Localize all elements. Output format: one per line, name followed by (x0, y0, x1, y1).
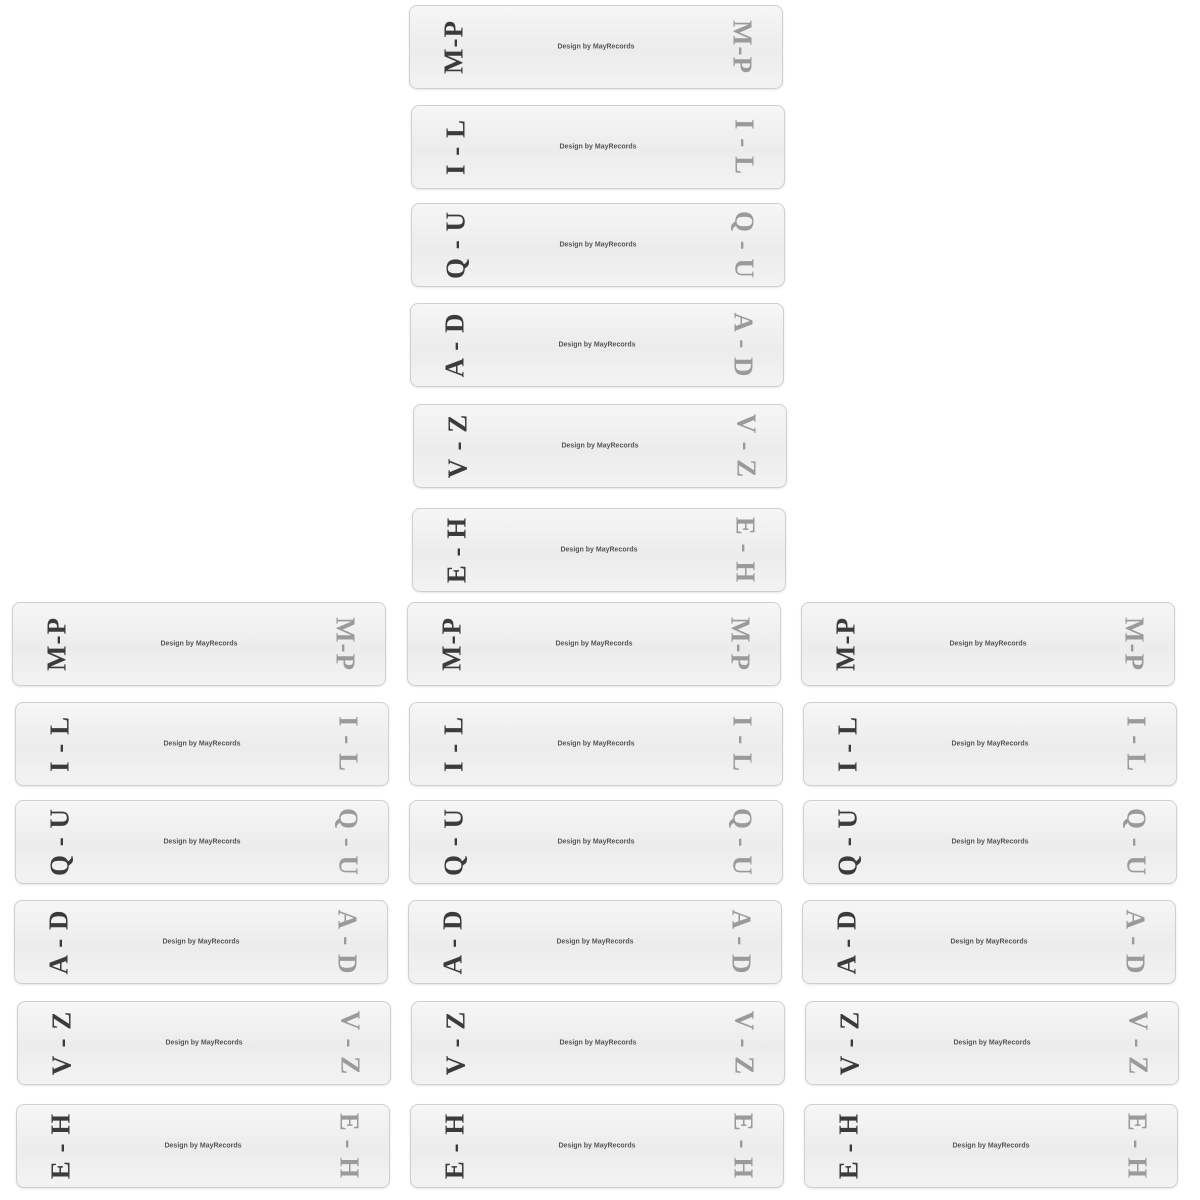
tab-label-mirrored: I - L (727, 715, 758, 773)
tab-card-q-u (411, 203, 785, 287)
tab-card-m-p (407, 602, 781, 686)
credit-text: Design by MayRecords (557, 43, 635, 51)
tab-label: V - Z (834, 1010, 865, 1076)
tab-label-mirrored: V - Z (731, 413, 762, 479)
tab-label: M-P (830, 617, 861, 671)
tab-label: E - H (441, 516, 472, 584)
tab-card-v-z (17, 1001, 391, 1085)
tab-card-m-p (801, 602, 1175, 686)
credit-text: Design by MayRecords (556, 938, 634, 946)
tab-card-e-h (412, 508, 786, 592)
tab-label-mirrored: M-P (727, 20, 758, 74)
tab-card-q-u (15, 800, 389, 884)
credit-text: Design by MayRecords (952, 1142, 1030, 1150)
credit-text: Design by MayRecords (555, 640, 633, 648)
tab-label: A - D (437, 909, 468, 975)
credit-text: Design by MayRecords (558, 1142, 636, 1150)
tab-label-mirrored: Q - U (333, 808, 364, 876)
tab-label-mirrored: E - H (1122, 1112, 1153, 1180)
tab-label-mirrored: I - L (729, 118, 760, 176)
credit-text: Design by MayRecords (557, 740, 635, 748)
tab-label-mirrored: Q - U (1121, 808, 1152, 876)
tab-label-mirrored: A - D (1120, 909, 1151, 975)
tab-card-a-d (408, 900, 782, 984)
credit-text: Design by MayRecords (559, 143, 637, 151)
tab-label: M-P (41, 617, 72, 671)
tab-card-i-l (15, 702, 389, 786)
credit-text: Design by MayRecords (163, 740, 241, 748)
tab-label: A - D (831, 909, 862, 975)
tab-label-mirrored: Q - U (727, 808, 758, 876)
tab-label: I - L (832, 715, 863, 773)
tab-card-i-l (411, 105, 785, 189)
tab-label: A - D (43, 909, 74, 975)
tab-label: V - Z (440, 1010, 471, 1076)
tab-label-mirrored: A - D (332, 909, 363, 975)
tab-card-v-z (805, 1001, 1179, 1085)
credit-text: Design by MayRecords (561, 442, 639, 450)
tab-label-mirrored: A - D (726, 909, 757, 975)
tab-label: M-P (436, 617, 467, 671)
tab-label-mirrored: E - H (334, 1112, 365, 1180)
tab-card-i-l (803, 702, 1177, 786)
tab-card-a-d (802, 900, 1176, 984)
tab-card-a-d (14, 900, 388, 984)
tab-label: M-P (438, 20, 469, 74)
tab-label: I - L (438, 715, 469, 773)
tab-label-mirrored: V - Z (729, 1010, 760, 1076)
tab-label-mirrored: E - H (730, 516, 761, 584)
credit-text: Design by MayRecords (951, 838, 1029, 846)
tab-label-mirrored: I - L (1121, 715, 1152, 773)
tab-label-mirrored: M-P (725, 617, 756, 671)
credit-text: Design by MayRecords (163, 838, 241, 846)
tab-label: A - D (439, 312, 470, 378)
credit-text: Design by MayRecords (951, 740, 1029, 748)
tab-label-mirrored: M-P (330, 617, 361, 671)
tab-card-m-p (12, 602, 386, 686)
tab-card-e-h (410, 1104, 784, 1188)
tab-label: I - L (440, 118, 471, 176)
credit-text: Design by MayRecords (953, 1039, 1031, 1047)
tab-label-mirrored: Q - U (729, 211, 760, 279)
tab-card-v-z (411, 1001, 785, 1085)
tab-label-mirrored: M-P (1119, 617, 1150, 671)
tab-label: V - Z (442, 413, 473, 479)
tab-label: I - L (44, 715, 75, 773)
tab-label: Q - U (440, 211, 471, 279)
tab-card-v-z (413, 404, 787, 488)
tab-label: E - H (833, 1112, 864, 1180)
credit-text: Design by MayRecords (160, 640, 238, 648)
tab-label: Q - U (438, 808, 469, 876)
credit-text: Design by MayRecords (559, 241, 637, 249)
tab-label: V - Z (46, 1010, 77, 1076)
tab-card-m-p (409, 5, 783, 89)
credit-text: Design by MayRecords (162, 938, 240, 946)
credit-text: Design by MayRecords (165, 1039, 243, 1047)
tab-label: Q - U (44, 808, 75, 876)
tab-card-i-l (409, 702, 783, 786)
credit-text: Design by MayRecords (950, 938, 1028, 946)
credit-text: Design by MayRecords (558, 341, 636, 349)
tab-card-e-h (804, 1104, 1178, 1188)
tab-card-q-u (409, 800, 783, 884)
credit-text: Design by MayRecords (949, 640, 1027, 648)
tab-label: E - H (45, 1112, 76, 1180)
credit-text: Design by MayRecords (557, 838, 635, 846)
tab-label-mirrored: V - Z (1123, 1010, 1154, 1076)
tab-label-mirrored: E - H (728, 1112, 759, 1180)
tab-card-a-d (410, 303, 784, 387)
tab-label: E - H (439, 1112, 470, 1180)
tab-card-e-h (16, 1104, 390, 1188)
tab-label-mirrored: A - D (728, 312, 759, 378)
credit-text: Design by MayRecords (559, 1039, 637, 1047)
credit-text: Design by MayRecords (560, 546, 638, 554)
tab-label-mirrored: I - L (333, 715, 364, 773)
credit-text: Design by MayRecords (164, 1142, 242, 1150)
tab-label-mirrored: V - Z (335, 1010, 366, 1076)
tab-label: Q - U (832, 808, 863, 876)
tab-card-q-u (803, 800, 1177, 884)
